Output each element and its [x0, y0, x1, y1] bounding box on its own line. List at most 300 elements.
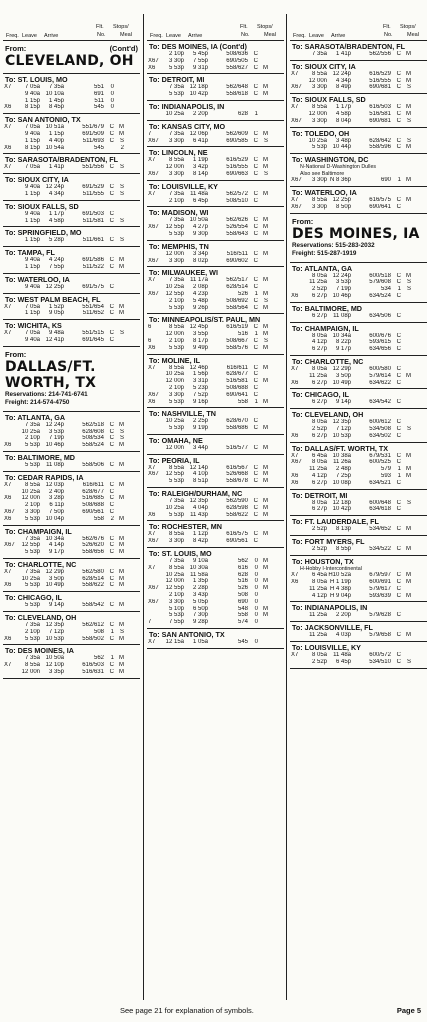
- flight-meal: [401, 506, 411, 513]
- flight-leave-time: 5 53p: [168, 344, 184, 351]
- flight-leave-time: 1 15p: [24, 97, 40, 104]
- destination-name: To: ATLANTA, GA: [5, 412, 66, 422]
- flight-leave-time: 2 10p: [168, 384, 184, 391]
- header-leave: Leave: [309, 33, 324, 39]
- flight-number: 558/656: [82, 549, 104, 556]
- flight-row: [3, 124, 140, 131]
- flight-stops: C: [253, 384, 258, 391]
- flight-leave-time: 12 55p: [21, 542, 40, 549]
- destination-section: [290, 389, 427, 409]
- flight-meal: [258, 639, 268, 646]
- flight-meal: M: [263, 444, 268, 451]
- origin-contact: Freight: 214-574-4750: [5, 398, 70, 406]
- destination-section: [290, 187, 427, 214]
- flight-arrive-time: 7 12p: [335, 425, 351, 432]
- flight-number: 691/503: [82, 210, 104, 217]
- flight-frequency: X7: [291, 651, 299, 658]
- flight-meal: S: [406, 84, 411, 91]
- flight-stops: C: [109, 124, 114, 131]
- destination-section: [147, 435, 284, 455]
- flight-arrive-time: 12 14p: [189, 464, 208, 471]
- flight-stops: C: [396, 419, 401, 426]
- flight-frequency: X67: [148, 257, 159, 264]
- flight-leave-time: 8 05a: [311, 499, 327, 506]
- flight-frequency: X6: [291, 379, 299, 386]
- footer-note: See page 21 for explanation of symbols.: [120, 1006, 254, 1015]
- flight-meal: M: [119, 303, 124, 310]
- flight-leave-time: 8 05a: [311, 651, 327, 658]
- header-flt: Flt.: [383, 24, 391, 30]
- flight-row: [147, 378, 284, 385]
- flight-arrive-time: 4 34p: [48, 190, 64, 197]
- header-stops: Stops/: [257, 24, 273, 30]
- continued-label: (Cont'd): [109, 44, 138, 53]
- flight-meal: 2: [120, 144, 124, 151]
- flight-stops: C: [396, 365, 401, 372]
- flight-number: 508/688: [82, 502, 104, 509]
- destination-section: [147, 408, 284, 435]
- flight-arrive-time: 3 48p: [335, 137, 351, 144]
- flight-stops: C: [109, 669, 114, 676]
- flight-arrive-time: 3 53p: [335, 279, 351, 286]
- flight-frequency: X7: [4, 84, 12, 90]
- flight-meal: S: [406, 117, 411, 124]
- flight-meal: [401, 313, 411, 320]
- flight-frequency: [3, 184, 18, 191]
- flight-stops: C: [396, 578, 401, 585]
- flight-number: 691/509: [82, 130, 104, 137]
- destination-note: N-National D-Washington Dulles: [300, 164, 377, 171]
- flight-row: [147, 558, 284, 565]
- destination-section: [3, 114, 140, 154]
- flight-number: 558/502: [82, 635, 104, 642]
- flight-meal: M: [119, 635, 124, 642]
- flight-leave-time: 7 05a: [24, 84, 40, 90]
- flight-meal: M: [119, 669, 124, 676]
- destination-name: To: SAN ANTONIO, TX: [5, 115, 81, 125]
- flight-number: 562: [237, 558, 248, 565]
- flight-stops: 0: [254, 612, 258, 619]
- flight-meal: [258, 599, 268, 606]
- flight-stops: 1: [397, 466, 401, 473]
- destination-name: To: SIOUX FALLS, SD: [5, 201, 79, 211]
- flight-arrive-time: 9 14p: [335, 399, 351, 406]
- flight-arrive-time: 2 25p: [192, 418, 208, 425]
- flight-arrive-time: 3 42p: [192, 164, 208, 171]
- flight-meal: M: [263, 157, 268, 164]
- flight-leave-time: 8 55a: [168, 564, 184, 571]
- flight-frequency: [290, 586, 305, 593]
- flight-frequency: X67: [291, 177, 302, 184]
- flight-frequency: X7: [148, 464, 156, 471]
- destination-name: To: INDIANAPOLIS, IN: [292, 603, 368, 613]
- destination-section: [290, 323, 427, 356]
- flight-leave-time: 4 12p: [311, 472, 327, 479]
- flight-meal: M: [119, 575, 124, 582]
- destination-name: To: ST. LOUIS, MO: [149, 549, 212, 559]
- flight-stops: C: [396, 499, 401, 506]
- flight-meal: S: [406, 658, 411, 665]
- flight-row: [290, 426, 427, 433]
- flight-frequency: [147, 578, 162, 585]
- flight-arrive-time: H10 52a: [328, 572, 351, 579]
- destination-section: [290, 128, 427, 155]
- column-divider: [143, 14, 144, 1000]
- flight-frequency: [3, 264, 18, 271]
- flight-number: 691/586: [82, 257, 104, 264]
- flight-leave-time: 6 27p: [311, 479, 327, 486]
- flight-meal: S: [119, 217, 124, 224]
- flight-stops: 0: [110, 84, 114, 90]
- flight-leave-time: 10 25a: [21, 488, 40, 495]
- flight-arrive-time: 10 53p: [332, 432, 351, 439]
- flight-stops: C: [253, 164, 258, 171]
- flight-meal: [258, 385, 268, 392]
- flight-row: [147, 365, 284, 372]
- flight-frequency: [3, 435, 18, 442]
- flight-row: [147, 585, 284, 592]
- flight-meal: M: [406, 452, 411, 459]
- flight-stops: C: [109, 635, 114, 642]
- flight-row: [147, 258, 284, 265]
- destination-section: [290, 516, 427, 536]
- flight-frequency: [290, 659, 305, 666]
- flight-frequency: X67: [148, 391, 159, 398]
- flight-stops: C: [396, 585, 401, 592]
- flight-row: [290, 313, 427, 320]
- flight-row: [3, 184, 140, 191]
- flight-row: [3, 442, 140, 449]
- flight-arrive-time: 8 42p: [192, 538, 208, 545]
- flight-number: 634/622: [369, 379, 391, 386]
- column-1: [3, 14, 140, 1000]
- flight-leave-time: 12 00n: [21, 669, 40, 676]
- flight-meal: S: [119, 435, 124, 442]
- flight-stops: C: [253, 257, 258, 264]
- flight-stops: C: [253, 478, 258, 485]
- destination-section: [3, 412, 140, 452]
- flight-row: [147, 606, 284, 613]
- flight-leave-time: 5 53p: [24, 442, 40, 449]
- flight-number: 574: [237, 619, 248, 626]
- flight-row: [3, 576, 140, 583]
- flight-frequency: [147, 231, 162, 238]
- flight-number: 511/693: [82, 137, 104, 144]
- flight-arrive-time: 10 50a: [45, 655, 64, 662]
- flight-number: 600/525: [369, 459, 391, 466]
- flight-arrive-time: 5 05p: [192, 598, 208, 605]
- flight-number: 634/502: [369, 432, 391, 439]
- flight-stops: 1: [254, 331, 258, 338]
- flight-frequency: [3, 284, 18, 291]
- flight-number: 558/576: [226, 344, 248, 351]
- flight-stops: C: [396, 379, 401, 386]
- flight-stops: C: [396, 399, 401, 406]
- flight-number: 558/622: [226, 511, 248, 518]
- flight-row: [147, 157, 284, 164]
- flight-arrive-time: 11 26a: [333, 459, 351, 466]
- destination-name: To: KANSAS CITY, MO: [149, 121, 226, 131]
- flight-leave-time: 3 30p: [168, 538, 184, 545]
- flight-row: [147, 51, 284, 58]
- flight-leave-time: 10 25a: [21, 575, 40, 582]
- flight-stops: C: [109, 435, 114, 442]
- flight-frequency: X67: [291, 84, 302, 91]
- flight-row: [147, 392, 284, 399]
- flight-frequency: X67: [291, 203, 302, 210]
- flight-arrive-time: 2 28p: [192, 585, 208, 592]
- flight-frequency: [147, 378, 162, 385]
- flight-frequency: [290, 466, 305, 473]
- flight-frequency: [290, 273, 305, 280]
- flight-leave-time: 7 05a: [24, 330, 40, 337]
- flight-stops: C: [109, 164, 114, 171]
- flight-row: [147, 465, 284, 472]
- flight-arrive-time: N 8 36p: [329, 177, 351, 184]
- flight-arrive-time: 10 10a: [45, 90, 64, 97]
- flight-meal: M: [119, 481, 124, 488]
- flight-stops: 0: [254, 598, 258, 605]
- flight-meal: [114, 91, 124, 98]
- flight-frequency: [290, 333, 305, 340]
- flight-stops: [104, 145, 114, 152]
- flight-stops: C: [253, 130, 258, 137]
- flight-row: [290, 279, 427, 286]
- origin-city-name: CLEVELAND, OH: [5, 53, 134, 69]
- flight-row: [3, 629, 140, 636]
- flight-stops: 0: [110, 90, 114, 97]
- destination-name: To: JACKSONVILLE, FL: [292, 623, 373, 633]
- flight-leave-time: 1 15p: [24, 310, 40, 317]
- flight-leave-time: 12 00n: [165, 164, 184, 171]
- flight-leave-time: 9 40a: [24, 210, 40, 217]
- flight-frequency: [3, 337, 18, 344]
- destination-name: To: CHARLOTTE, NC: [292, 356, 364, 366]
- flight-stops: C: [253, 250, 258, 257]
- flight-stops: C: [109, 257, 114, 264]
- flight-frequency: [3, 98, 18, 105]
- flight-frequency: X7: [148, 157, 156, 164]
- flight-row: [3, 482, 140, 489]
- flight-frequency: [290, 506, 305, 513]
- flight-frequency: X6: [148, 64, 156, 71]
- destination-section: [3, 154, 140, 174]
- flight-arrive-time: 1 52p: [48, 303, 64, 310]
- destination-section: [147, 41, 284, 74]
- flight-stops: 0: [254, 592, 258, 599]
- flight-arrive-time: 7 55p: [192, 57, 208, 64]
- flight-number: 690/585: [226, 137, 248, 144]
- flight-frequency: X6: [291, 432, 299, 439]
- destination-section: [147, 488, 284, 521]
- flight-row: [290, 466, 427, 473]
- destination-name: To: BALTIMORE, MD: [5, 452, 75, 462]
- flight-meal: [258, 284, 268, 291]
- flight-meal: S: [263, 170, 268, 177]
- flight-arrive-time: 7 19p: [335, 286, 351, 293]
- flight-meal: S: [406, 279, 411, 286]
- flight-meal: [401, 380, 411, 387]
- flight-meal: M: [263, 290, 268, 297]
- flight-leave-time: 12 00n: [21, 495, 40, 502]
- flight-row: [147, 538, 284, 545]
- flight-arrive-time: 10 04p: [45, 515, 64, 522]
- flight-number: 558: [237, 398, 248, 405]
- flight-number: 551/654: [82, 303, 104, 310]
- flight-number: 600/612: [369, 419, 391, 426]
- flight-frequency: [147, 284, 162, 291]
- flight-number: 690/641: [226, 391, 248, 398]
- column-divider: [286, 14, 287, 1000]
- flight-leave-time: 6 27p: [311, 312, 327, 319]
- flight-stops: C: [253, 324, 258, 331]
- column-header: [147, 14, 284, 41]
- flight-frequency: X7: [4, 662, 12, 669]
- flight-stops: C: [253, 391, 258, 398]
- flight-arrive-time: 2 40p: [48, 488, 64, 495]
- flight-arrive-time: 3 50p: [48, 575, 64, 582]
- header-meal: Meal: [407, 32, 419, 38]
- destination-section: [3, 472, 140, 526]
- flight-stops: C: [396, 292, 401, 299]
- flight-stops: C: [253, 64, 258, 71]
- flight-stops: C: [253, 224, 258, 231]
- destination-name: To: WASHINGTON, DC: [292, 155, 369, 165]
- flight-leave-time: 3 30p: [168, 598, 184, 605]
- flight-arrive-time: 3 55p: [192, 331, 208, 338]
- flight-meal: M: [263, 331, 268, 338]
- flight-meal: [258, 111, 268, 118]
- flight-meal: S: [119, 184, 124, 191]
- flight-leave-time: 5 53p: [168, 230, 184, 237]
- flight-frequency: [147, 371, 162, 378]
- flight-meal: M: [406, 196, 411, 203]
- flight-row: [3, 264, 140, 271]
- flight-number: 690/663: [226, 170, 248, 177]
- flight-frequency: [290, 632, 305, 639]
- flight-frequency: X67: [291, 459, 302, 466]
- destination-section: [3, 74, 140, 114]
- flight-stops: C: [253, 378, 258, 385]
- flight-frequency: [290, 144, 305, 151]
- flight-meal: M: [263, 130, 268, 137]
- flight-number: 579/617: [369, 585, 391, 592]
- flight-leave-time: 6 27p: [311, 379, 327, 386]
- flight-meal: M: [406, 545, 411, 552]
- flight-frequency: [147, 445, 162, 452]
- flight-row: [147, 171, 284, 178]
- flight-leave-time: 6 27p: [311, 432, 327, 439]
- flight-frequency: [3, 669, 18, 676]
- flight-frequency: [290, 279, 305, 286]
- destination-name: To: MINNEAPOLIS/ST. PAUL, MN: [149, 315, 261, 325]
- destination-section: [290, 409, 427, 442]
- flight-row: [3, 218, 140, 225]
- flight-frequency: [147, 198, 162, 205]
- flight-leave-time: 8 15p: [24, 144, 40, 151]
- flight-meal: M: [263, 190, 268, 197]
- flight-stops: C: [109, 461, 114, 468]
- flight-arrive-time: 12 41p: [45, 336, 64, 343]
- flight-stops: C: [109, 568, 114, 575]
- flight-frequency: X67: [148, 290, 159, 297]
- flight-arrive-time: 7 52p: [192, 391, 208, 398]
- flight-leave-time: 12 00n: [165, 444, 184, 451]
- flight-number: 562/556: [369, 51, 391, 57]
- flight-row: [147, 512, 284, 519]
- flight-stops: C: [109, 184, 114, 191]
- flight-leave-time: 5 53p: [168, 478, 184, 485]
- flight-number: 579/628: [369, 612, 391, 619]
- flight-stops: C: [253, 91, 258, 98]
- flight-arrive-time: 4 24p: [48, 257, 64, 264]
- flight-number: 534/652: [369, 526, 391, 533]
- flight-meal: [114, 84, 124, 91]
- flight-stops: C: [253, 498, 258, 505]
- flight-number: 600/676: [369, 332, 391, 339]
- flight-leave-time: 11 25a: [309, 585, 327, 592]
- destination-section: [147, 101, 284, 121]
- flight-frequency: X7: [4, 481, 12, 488]
- flight-leave-time: 3 30p: [168, 57, 184, 64]
- flight-meal: M: [263, 464, 268, 471]
- flight-stops: C: [109, 582, 114, 589]
- flight-number: 690/561: [82, 508, 104, 515]
- flight-row: [290, 659, 427, 666]
- flight-stops: 2: [110, 515, 114, 522]
- flight-arrive-time: 6 45p: [335, 658, 351, 665]
- destination-name: To: CLEVELAND, OH: [292, 410, 364, 420]
- destination-section: [3, 559, 140, 592]
- flight-stops: C: [396, 279, 401, 286]
- flight-row: [3, 104, 140, 111]
- flight-leave-time: 9 40a: [24, 283, 40, 290]
- flight-frequency: X67: [148, 598, 159, 605]
- destination-section: [290, 622, 427, 642]
- flight-leave-time: 7 05a: [24, 303, 40, 310]
- flight-number: 558/542: [82, 602, 104, 609]
- origin-city-block: [290, 214, 427, 263]
- flight-row: [147, 338, 284, 345]
- flight-number: 616/529: [369, 70, 391, 77]
- flight-arrive-time: 12 24p: [45, 421, 64, 428]
- flight-number: 548: [237, 605, 248, 612]
- flight-frequency: [290, 593, 305, 600]
- flight-arrive-time: 5 28p: [48, 237, 64, 244]
- flight-frequency: X7: [291, 452, 299, 459]
- flight-row: [147, 639, 284, 646]
- flight-leave-time: 9 40a: [24, 257, 40, 264]
- flight-arrive-time: 12 35p: [45, 622, 64, 629]
- flight-frequency: [3, 237, 18, 244]
- flight-meal: M: [263, 564, 268, 571]
- flight-meal: M: [263, 531, 268, 538]
- flight-stops: C: [396, 110, 401, 117]
- flight-number: 628/677: [82, 488, 104, 495]
- flight-stops: C: [253, 170, 258, 177]
- flight-stops: C: [109, 575, 114, 582]
- flight-leave-time: 5 53p: [311, 144, 327, 151]
- flight-row: [147, 298, 284, 305]
- flight-meal: S: [263, 337, 268, 344]
- flight-leave-time: 8 55a: [24, 662, 40, 669]
- flight-stops: C: [109, 130, 114, 137]
- flight-row: [147, 371, 284, 378]
- flight-row: [290, 104, 427, 111]
- flight-stops: C: [396, 632, 401, 639]
- destination-section: [147, 521, 284, 548]
- flight-arrive-time: 7 30p: [192, 612, 208, 619]
